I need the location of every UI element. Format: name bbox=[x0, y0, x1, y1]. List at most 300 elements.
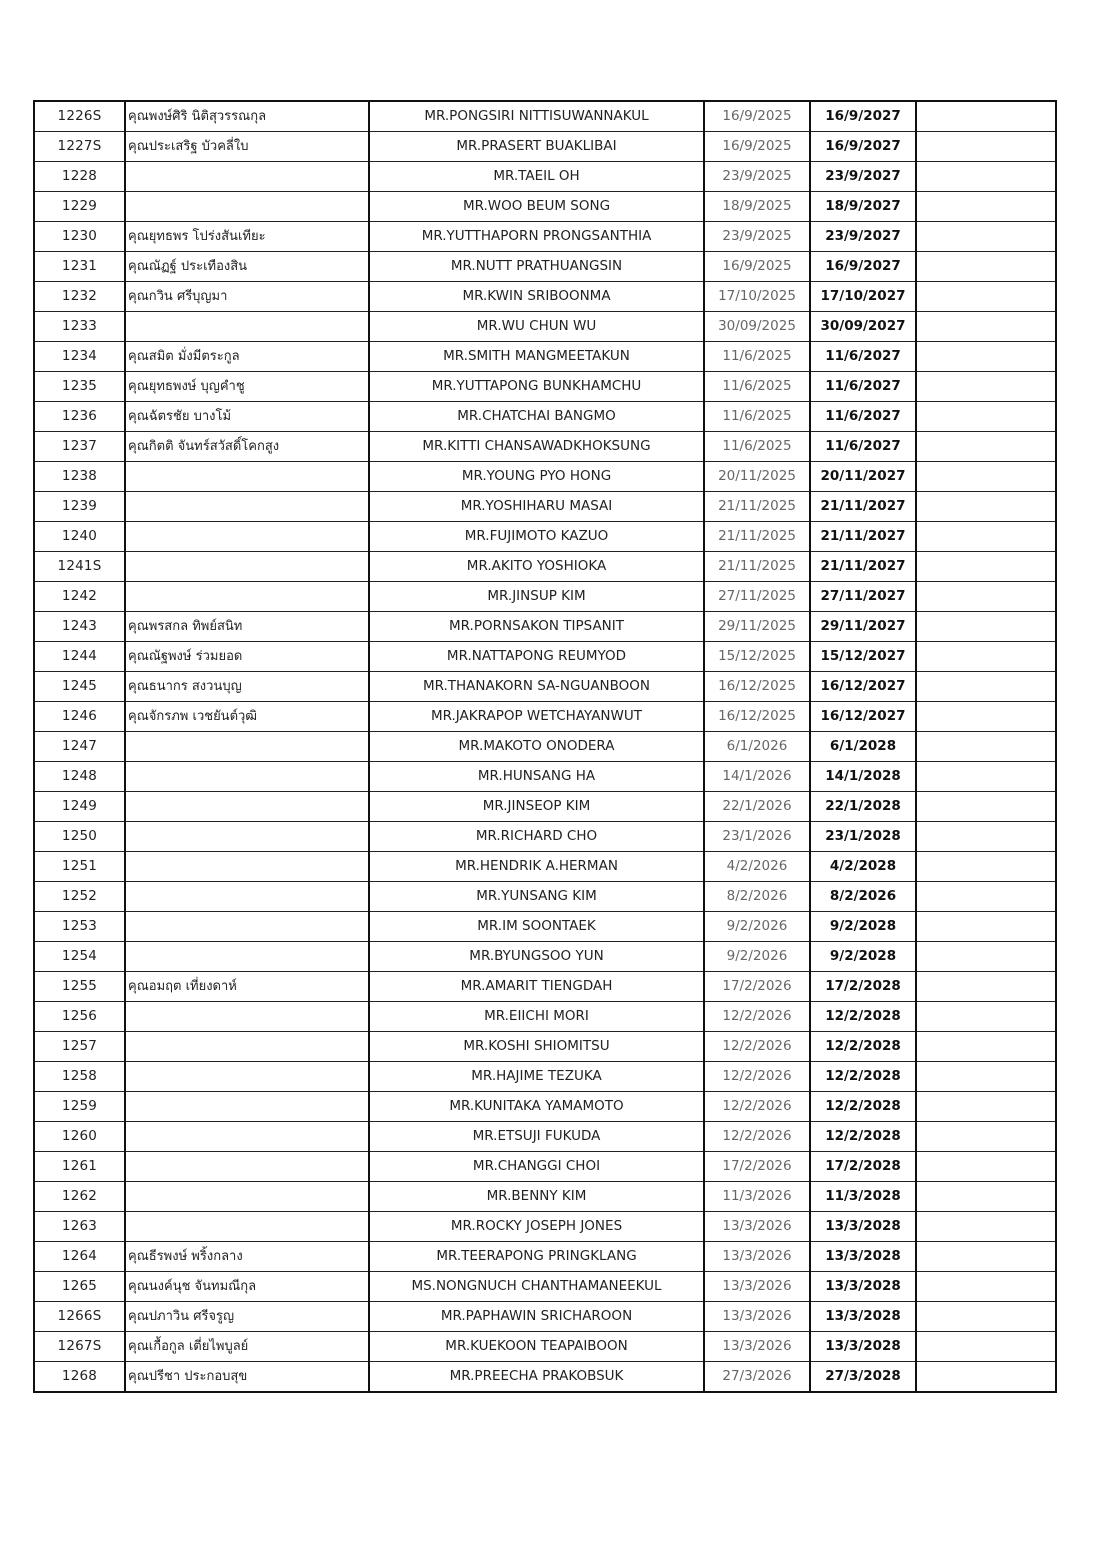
start-date-cell: 29/11/2025 bbox=[704, 612, 810, 642]
member-number-cell: 1264 bbox=[34, 1242, 125, 1272]
english-name-cell: MR.YOSHIHARU MASAI bbox=[369, 492, 704, 522]
start-date-cell: 27/3/2026 bbox=[704, 1362, 810, 1393]
member-number-cell: 1247 bbox=[34, 732, 125, 762]
english-name-cell: MR.WOO BEUM SONG bbox=[369, 192, 704, 222]
member-number-cell: 1255 bbox=[34, 972, 125, 1002]
table-row bbox=[34, 492, 1056, 522]
start-date-cell: 12/2/2026 bbox=[704, 1122, 810, 1152]
remark-cell bbox=[916, 252, 1056, 282]
english-name-cell: MR.JINSEOP KIM bbox=[369, 792, 704, 822]
table-row bbox=[34, 1212, 1056, 1242]
start-date-cell: 13/3/2026 bbox=[704, 1332, 810, 1362]
member-number-cell: 1249 bbox=[34, 792, 125, 822]
remark-cell bbox=[916, 282, 1056, 312]
table-row bbox=[34, 162, 1056, 192]
thai-name-cell bbox=[125, 1002, 369, 1032]
expiry-date-cell: 6/1/2028 bbox=[810, 732, 916, 762]
expiry-date-cell: 14/1/2028 bbox=[810, 762, 916, 792]
thai-name-cell: คุณเกื้อกูล เตี่ยไพบูลย์ bbox=[125, 1332, 369, 1362]
english-name-cell: MR.PRASERT BUAKLIBAI bbox=[369, 132, 704, 162]
start-date-cell: 9/2/2026 bbox=[704, 942, 810, 972]
expiry-date-cell: 8/2/2026 bbox=[810, 882, 916, 912]
member-number-cell: 1243 bbox=[34, 612, 125, 642]
expiry-date-cell: 16/9/2027 bbox=[810, 252, 916, 282]
table-row bbox=[34, 1092, 1056, 1122]
member-number-cell: 1259 bbox=[34, 1092, 125, 1122]
thai-name-cell: คุณสมิต มั่งมีตระกูล bbox=[125, 342, 369, 372]
english-name-cell: MR.FUJIMOTO KAZUO bbox=[369, 522, 704, 552]
thai-name-cell: คุณปภาวิน ศรีจรูญ bbox=[125, 1302, 369, 1332]
thai-name-cell: คุณธนากร สงวนบุญ bbox=[125, 672, 369, 702]
member-number-cell: 1268 bbox=[34, 1362, 125, 1393]
thai-name-cell: คุณพรสกล ทิพย์สนิท bbox=[125, 612, 369, 642]
english-name-cell: MR.TAEIL OH bbox=[369, 162, 704, 192]
table-row bbox=[34, 762, 1056, 792]
member-number-cell: 1230 bbox=[34, 222, 125, 252]
expiry-date-cell: 11/6/2027 bbox=[810, 372, 916, 402]
english-name-cell: MR.AMARIT TIENGDAH bbox=[369, 972, 704, 1002]
remark-cell bbox=[916, 1332, 1056, 1362]
start-date-cell: 6/1/2026 bbox=[704, 732, 810, 762]
expiry-date-cell: 21/11/2027 bbox=[810, 552, 916, 582]
thai-name-cell bbox=[125, 1212, 369, 1242]
remark-cell bbox=[916, 432, 1056, 462]
english-name-cell: MR.PORNSAKON TIPSANIT bbox=[369, 612, 704, 642]
start-date-cell: 16/9/2025 bbox=[704, 252, 810, 282]
thai-name-cell bbox=[125, 762, 369, 792]
remark-cell bbox=[916, 582, 1056, 612]
start-date-cell: 12/2/2026 bbox=[704, 1002, 810, 1032]
table-row bbox=[34, 702, 1056, 732]
member-number-cell: 1266S bbox=[34, 1302, 125, 1332]
member-number-cell: 1256 bbox=[34, 1002, 125, 1032]
table-row bbox=[34, 942, 1056, 972]
english-name-cell: MR.YUTTHAPORN PRONGSANTHIA bbox=[369, 222, 704, 252]
english-name-cell: MR.KUNITAKA YAMAMOTO bbox=[369, 1092, 704, 1122]
table-row bbox=[34, 252, 1056, 282]
remark-cell bbox=[916, 672, 1056, 702]
start-date-cell: 16/12/2025 bbox=[704, 702, 810, 732]
english-name-cell: MR.CHATCHAI BANGMO bbox=[369, 402, 704, 432]
thai-name-cell bbox=[125, 162, 369, 192]
thai-name-cell: คุณกิตติ จันทร์สวัสดิ์โคกสูง bbox=[125, 432, 369, 462]
start-date-cell: 13/3/2026 bbox=[704, 1272, 810, 1302]
english-name-cell: MR.KUEKOON TEAPAIBOON bbox=[369, 1332, 704, 1362]
start-date-cell: 12/2/2026 bbox=[704, 1092, 810, 1122]
remark-cell bbox=[916, 852, 1056, 882]
remark-cell bbox=[916, 522, 1056, 552]
expiry-date-cell: 13/3/2028 bbox=[810, 1272, 916, 1302]
remark-cell bbox=[916, 912, 1056, 942]
remark-cell bbox=[916, 1002, 1056, 1032]
start-date-cell: 14/1/2026 bbox=[704, 762, 810, 792]
remark-cell bbox=[916, 192, 1056, 222]
thai-name-cell bbox=[125, 1032, 369, 1062]
expiry-date-cell: 27/3/2028 bbox=[810, 1362, 916, 1393]
expiry-date-cell: 12/2/2028 bbox=[810, 1122, 916, 1152]
expiry-date-cell: 16/9/2027 bbox=[810, 132, 916, 162]
remark-cell bbox=[916, 762, 1056, 792]
thai-name-cell: คุณฉัตรชัย บางโม้ bbox=[125, 402, 369, 432]
expiry-date-cell: 23/1/2028 bbox=[810, 822, 916, 852]
expiry-date-cell: 29/11/2027 bbox=[810, 612, 916, 642]
start-date-cell: 12/2/2026 bbox=[704, 1032, 810, 1062]
member-number-cell: 1246 bbox=[34, 702, 125, 732]
thai-name-cell: คุณประเสริฐ บัวคลี่ใบ bbox=[125, 132, 369, 162]
remark-cell bbox=[916, 882, 1056, 912]
member-table bbox=[33, 100, 1057, 1393]
start-date-cell: 15/12/2025 bbox=[704, 642, 810, 672]
thai-name-cell: คุณณัฏฐ์ ประเทืองสิน bbox=[125, 252, 369, 282]
thai-name-cell: คุณนงค์นุช จันทมณีกุล bbox=[125, 1272, 369, 1302]
remark-cell bbox=[916, 162, 1056, 192]
table-body bbox=[34, 101, 1056, 1392]
expiry-date-cell: 18/9/2027 bbox=[810, 192, 916, 222]
start-date-cell: 11/6/2025 bbox=[704, 372, 810, 402]
thai-name-cell: คุณอมฤต เที่ยงดาห์ bbox=[125, 972, 369, 1002]
start-date-cell: 17/2/2026 bbox=[704, 1152, 810, 1182]
table-row bbox=[34, 522, 1056, 552]
thai-name-cell bbox=[125, 492, 369, 522]
remark-cell bbox=[916, 372, 1056, 402]
expiry-date-cell: 11/6/2027 bbox=[810, 402, 916, 432]
expiry-date-cell: 16/12/2027 bbox=[810, 702, 916, 732]
thai-name-cell bbox=[125, 822, 369, 852]
start-date-cell: 18/9/2025 bbox=[704, 192, 810, 222]
english-name-cell: MR.BYUNGSOO YUN bbox=[369, 942, 704, 972]
thai-name-cell: คุณยุทธพร โปร่งสันเทียะ bbox=[125, 222, 369, 252]
thai-name-cell bbox=[125, 462, 369, 492]
english-name-cell: MR.PAPHAWIN SRICHAROON bbox=[369, 1302, 704, 1332]
remark-cell bbox=[916, 1362, 1056, 1393]
english-name-cell: MR.NUTT PRATHUANGSIN bbox=[369, 252, 704, 282]
remark-cell bbox=[916, 1062, 1056, 1092]
expiry-date-cell: 13/3/2028 bbox=[810, 1212, 916, 1242]
remark-cell bbox=[916, 792, 1056, 822]
thai-name-cell: คุณธีรพงษ์ พริ้งกลาง bbox=[125, 1242, 369, 1272]
table-row bbox=[34, 101, 1056, 132]
expiry-date-cell: 23/9/2027 bbox=[810, 222, 916, 252]
member-number-cell: 1265 bbox=[34, 1272, 125, 1302]
member-number-cell: 1250 bbox=[34, 822, 125, 852]
english-name-cell: MR.MAKOTO ONODERA bbox=[369, 732, 704, 762]
start-date-cell: 27/11/2025 bbox=[704, 582, 810, 612]
expiry-date-cell: 9/2/2028 bbox=[810, 942, 916, 972]
english-name-cell: MR.HENDRIK A.HERMAN bbox=[369, 852, 704, 882]
start-date-cell: 13/3/2026 bbox=[704, 1212, 810, 1242]
start-date-cell: 17/10/2025 bbox=[704, 282, 810, 312]
start-date-cell: 13/3/2026 bbox=[704, 1302, 810, 1332]
start-date-cell: 11/6/2025 bbox=[704, 432, 810, 462]
table-row bbox=[34, 732, 1056, 762]
expiry-date-cell: 16/9/2027 bbox=[810, 101, 916, 132]
thai-name-cell bbox=[125, 852, 369, 882]
english-name-cell: MR.RICHARD CHO bbox=[369, 822, 704, 852]
table-row bbox=[34, 792, 1056, 822]
thai-name-cell: คุณณัฐพงษ์ ร่วมยอด bbox=[125, 642, 369, 672]
english-name-cell: MR.YOUNG PYO HONG bbox=[369, 462, 704, 492]
table-row bbox=[34, 642, 1056, 672]
thai-name-cell bbox=[125, 522, 369, 552]
table-row bbox=[34, 1362, 1056, 1393]
member-number-cell: 1244 bbox=[34, 642, 125, 672]
table-row bbox=[34, 402, 1056, 432]
table-row bbox=[34, 582, 1056, 612]
member-number-cell: 1236 bbox=[34, 402, 125, 432]
start-date-cell: 16/12/2025 bbox=[704, 672, 810, 702]
start-date-cell: 30/09/2025 bbox=[704, 312, 810, 342]
table-row bbox=[34, 1032, 1056, 1062]
remark-cell bbox=[916, 1272, 1056, 1302]
start-date-cell: 22/1/2026 bbox=[704, 792, 810, 822]
english-name-cell: MR.KITTI CHANSAWADKHOKSUNG bbox=[369, 432, 704, 462]
remark-cell bbox=[916, 702, 1056, 732]
table-row bbox=[34, 342, 1056, 372]
thai-name-cell bbox=[125, 192, 369, 222]
english-name-cell: MS.NONGNUCH CHANTHAMANEEKUL bbox=[369, 1272, 704, 1302]
table-row bbox=[34, 972, 1056, 1002]
start-date-cell: 23/1/2026 bbox=[704, 822, 810, 852]
english-name-cell: MR.YUNSANG KIM bbox=[369, 882, 704, 912]
start-date-cell: 23/9/2025 bbox=[704, 222, 810, 252]
remark-cell bbox=[916, 132, 1056, 162]
thai-name-cell bbox=[125, 1062, 369, 1092]
member-number-cell: 1233 bbox=[34, 312, 125, 342]
table-row bbox=[34, 882, 1056, 912]
table-row bbox=[34, 372, 1056, 402]
thai-name-cell bbox=[125, 1092, 369, 1122]
member-number-cell: 1228 bbox=[34, 162, 125, 192]
remark-cell bbox=[916, 101, 1056, 132]
member-number-cell: 1240 bbox=[34, 522, 125, 552]
table-row bbox=[34, 462, 1056, 492]
thai-name-cell bbox=[125, 1152, 369, 1182]
remark-cell bbox=[916, 732, 1056, 762]
expiry-date-cell: 16/12/2027 bbox=[810, 672, 916, 702]
table-row bbox=[34, 1122, 1056, 1152]
english-name-cell: MR.THANAKORN SA-NGUANBOON bbox=[369, 672, 704, 702]
expiry-date-cell: 20/11/2027 bbox=[810, 462, 916, 492]
member-number-cell: 1232 bbox=[34, 282, 125, 312]
remark-cell bbox=[916, 822, 1056, 852]
expiry-date-cell: 13/3/2028 bbox=[810, 1242, 916, 1272]
table-row bbox=[34, 312, 1056, 342]
english-name-cell: MR.HUNSANG HA bbox=[369, 762, 704, 792]
thai-name-cell bbox=[125, 882, 369, 912]
english-name-cell: MR.ETSUJI FUKUDA bbox=[369, 1122, 704, 1152]
thai-name-cell bbox=[125, 912, 369, 942]
expiry-date-cell: 11/6/2027 bbox=[810, 342, 916, 372]
remark-cell bbox=[916, 1032, 1056, 1062]
english-name-cell: MR.HAJIME TEZUKA bbox=[369, 1062, 704, 1092]
expiry-date-cell: 12/2/2028 bbox=[810, 1092, 916, 1122]
expiry-date-cell: 11/3/2028 bbox=[810, 1182, 916, 1212]
start-date-cell: 21/11/2025 bbox=[704, 492, 810, 522]
remark-cell bbox=[916, 1152, 1056, 1182]
table-row bbox=[34, 1152, 1056, 1182]
member-number-cell: 1239 bbox=[34, 492, 125, 522]
expiry-date-cell: 13/3/2028 bbox=[810, 1332, 916, 1362]
member-number-cell: 1229 bbox=[34, 192, 125, 222]
remark-cell bbox=[916, 462, 1056, 492]
thai-name-cell: คุณปรีชา ประกอบสุข bbox=[125, 1362, 369, 1393]
expiry-date-cell: 22/1/2028 bbox=[810, 792, 916, 822]
expiry-date-cell: 15/12/2027 bbox=[810, 642, 916, 672]
remark-cell bbox=[916, 402, 1056, 432]
english-name-cell: MR.ROCKY JOSEPH JONES bbox=[369, 1212, 704, 1242]
thai-name-cell: คุณกวิน ศรีบุญมา bbox=[125, 282, 369, 312]
start-date-cell: 21/11/2025 bbox=[704, 522, 810, 552]
start-date-cell: 16/9/2025 bbox=[704, 101, 810, 132]
start-date-cell: 16/9/2025 bbox=[704, 132, 810, 162]
table-row bbox=[34, 852, 1056, 882]
expiry-date-cell: 17/2/2028 bbox=[810, 1152, 916, 1182]
english-name-cell: MR.PREECHA PRAKOBSUK bbox=[369, 1362, 704, 1393]
expiry-date-cell: 12/2/2028 bbox=[810, 1062, 916, 1092]
english-name-cell: MR.SMITH MANGMEETAKUN bbox=[369, 342, 704, 372]
thai-name-cell bbox=[125, 1122, 369, 1152]
member-number-cell: 1257 bbox=[34, 1032, 125, 1062]
member-number-cell: 1252 bbox=[34, 882, 125, 912]
remark-cell bbox=[916, 1302, 1056, 1332]
remark-cell bbox=[916, 942, 1056, 972]
english-name-cell: MR.TEERAPONG PRINGKLANG bbox=[369, 1242, 704, 1272]
thai-name-cell bbox=[125, 942, 369, 972]
remark-cell bbox=[916, 1212, 1056, 1242]
expiry-date-cell: 23/9/2027 bbox=[810, 162, 916, 192]
start-date-cell: 8/2/2026 bbox=[704, 882, 810, 912]
start-date-cell: 21/11/2025 bbox=[704, 552, 810, 582]
member-number-cell: 1245 bbox=[34, 672, 125, 702]
table-row bbox=[34, 1302, 1056, 1332]
table-row bbox=[34, 1182, 1056, 1212]
member-number-cell: 1242 bbox=[34, 582, 125, 612]
member-number-cell: 1227S bbox=[34, 132, 125, 162]
member-number-cell: 1260 bbox=[34, 1122, 125, 1152]
thai-name-cell: คุณพงษ์ศิริ นิติสุวรรณกุล bbox=[125, 101, 369, 132]
english-name-cell: MR.YUTTAPONG BUNKHAMCHU bbox=[369, 372, 704, 402]
table-row bbox=[34, 1332, 1056, 1362]
expiry-date-cell: 4/2/2028 bbox=[810, 852, 916, 882]
english-name-cell: MR.PONGSIRI NITTISUWANNAKUL bbox=[369, 101, 704, 132]
thai-name-cell bbox=[125, 1182, 369, 1212]
remark-cell bbox=[916, 612, 1056, 642]
remark-cell bbox=[916, 1122, 1056, 1152]
start-date-cell: 11/3/2026 bbox=[704, 1182, 810, 1212]
remark-cell bbox=[916, 552, 1056, 582]
table-row bbox=[34, 1002, 1056, 1032]
remark-cell bbox=[916, 642, 1056, 672]
member-number-cell: 1238 bbox=[34, 462, 125, 492]
expiry-date-cell: 12/2/2028 bbox=[810, 1002, 916, 1032]
expiry-date-cell: 21/11/2027 bbox=[810, 492, 916, 522]
thai-name-cell bbox=[125, 552, 369, 582]
english-name-cell: MR.IM SOONTAEK bbox=[369, 912, 704, 942]
expiry-date-cell: 27/11/2027 bbox=[810, 582, 916, 612]
expiry-date-cell: 11/6/2027 bbox=[810, 432, 916, 462]
table-row bbox=[34, 1062, 1056, 1092]
member-number-cell: 1267S bbox=[34, 1332, 125, 1362]
start-date-cell: 17/2/2026 bbox=[704, 972, 810, 1002]
member-number-cell: 1253 bbox=[34, 912, 125, 942]
table-row bbox=[34, 132, 1056, 162]
english-name-cell: MR.KWIN SRIBOONMA bbox=[369, 282, 704, 312]
english-name-cell: MR.CHANGGI CHOI bbox=[369, 1152, 704, 1182]
expiry-date-cell: 17/2/2028 bbox=[810, 972, 916, 1002]
remark-cell bbox=[916, 1182, 1056, 1212]
start-date-cell: 20/11/2025 bbox=[704, 462, 810, 492]
start-date-cell: 9/2/2026 bbox=[704, 912, 810, 942]
remark-cell bbox=[916, 222, 1056, 252]
table-row bbox=[34, 192, 1056, 222]
member-number-cell: 1235 bbox=[34, 372, 125, 402]
remark-cell bbox=[916, 972, 1056, 1002]
remark-cell bbox=[916, 1092, 1056, 1122]
member-number-cell: 1248 bbox=[34, 762, 125, 792]
english-name-cell: MR.WU CHUN WU bbox=[369, 312, 704, 342]
member-number-cell: 1263 bbox=[34, 1212, 125, 1242]
table-row bbox=[34, 222, 1056, 252]
thai-name-cell bbox=[125, 312, 369, 342]
start-date-cell: 23/9/2025 bbox=[704, 162, 810, 192]
table-row bbox=[34, 1242, 1056, 1272]
table-row bbox=[34, 822, 1056, 852]
expiry-date-cell: 13/3/2028 bbox=[810, 1302, 916, 1332]
english-name-cell: MR.AKITO YOSHIOKA bbox=[369, 552, 704, 582]
expiry-date-cell: 12/2/2028 bbox=[810, 1032, 916, 1062]
table-row bbox=[34, 1272, 1056, 1302]
table-row bbox=[34, 912, 1056, 942]
member-number-cell: 1237 bbox=[34, 432, 125, 462]
thai-name-cell bbox=[125, 792, 369, 822]
english-name-cell: MR.EIICHI MORI bbox=[369, 1002, 704, 1032]
remark-cell bbox=[916, 312, 1056, 342]
thai-name-cell bbox=[125, 582, 369, 612]
start-date-cell: 11/6/2025 bbox=[704, 402, 810, 432]
table-row bbox=[34, 282, 1056, 312]
english-name-cell: MR.BENNY KIM bbox=[369, 1182, 704, 1212]
member-number-cell: 1262 bbox=[34, 1182, 125, 1212]
start-date-cell: 13/3/2026 bbox=[704, 1242, 810, 1272]
expiry-date-cell: 30/09/2027 bbox=[810, 312, 916, 342]
member-number-cell: 1254 bbox=[34, 942, 125, 972]
table-row bbox=[34, 612, 1056, 642]
english-name-cell: MR.JINSUP KIM bbox=[369, 582, 704, 612]
english-name-cell: MR.JAKRAPOP WETCHAYANWUT bbox=[369, 702, 704, 732]
start-date-cell: 4/2/2026 bbox=[704, 852, 810, 882]
member-number-cell: 1241S bbox=[34, 552, 125, 582]
thai-name-cell bbox=[125, 732, 369, 762]
member-number-cell: 1261 bbox=[34, 1152, 125, 1182]
expiry-date-cell: 17/10/2027 bbox=[810, 282, 916, 312]
member-number-cell: 1251 bbox=[34, 852, 125, 882]
table-row bbox=[34, 432, 1056, 462]
remark-cell bbox=[916, 492, 1056, 522]
expiry-date-cell: 21/11/2027 bbox=[810, 522, 916, 552]
member-number-cell: 1258 bbox=[34, 1062, 125, 1092]
member-number-cell: 1234 bbox=[34, 342, 125, 372]
english-name-cell: MR.KOSHI SHIOMITSU bbox=[369, 1032, 704, 1062]
thai-name-cell: คุณจักรภพ เวชยันต์วุฒิ bbox=[125, 702, 369, 732]
expiry-date-cell: 9/2/2028 bbox=[810, 912, 916, 942]
member-number-cell: 1231 bbox=[34, 252, 125, 282]
thai-name-cell: คุณยุทธพงษ์ บุญคำชู bbox=[125, 372, 369, 402]
member-number-cell: 1226S bbox=[34, 101, 125, 132]
table-row bbox=[34, 552, 1056, 582]
english-name-cell: MR.NATTAPONG REUMYOD bbox=[369, 642, 704, 672]
remark-cell bbox=[916, 342, 1056, 372]
table-row bbox=[34, 672, 1056, 702]
